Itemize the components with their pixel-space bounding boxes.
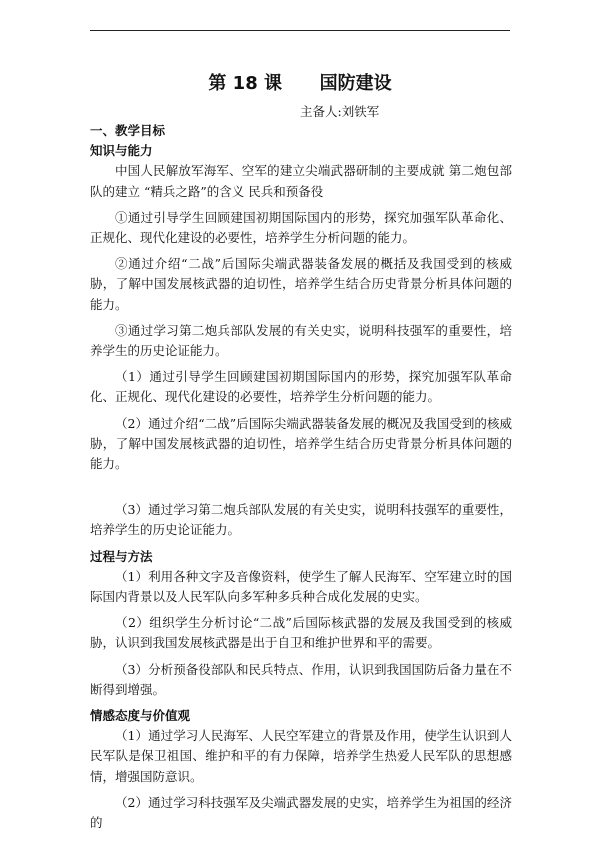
paragraph: （3）通过学习第二炮兵部队发展的有关史实，说明科技强军的重要性，培养学生的历史论证能力。 [90, 502, 512, 538]
paragraph: ②通过介绍“二战”后国际尖端武器装备发展的概括及我国受到的核威胁，了解中国发展核武器的迫切性，培养学生结合历史背景分析具体问题的能力。 [90, 256, 512, 312]
paragraph: ③通过学习第二炮兵部队发展的有关史实，说明科技强军的重要性，培养学生的历史论证能力。 [90, 322, 512, 359]
paragraph: （2）通过学习科技强军及尖端武器发展的史实，培养学生为祖国的经济的 [90, 794, 512, 831]
paragraph: 中国人民解放军海军、空军的建立尖端武器研制的主要成就 第二炮包部队的建立 “精兵之路”的含义 民兵和预备役 [90, 163, 512, 199]
subheading-emotion: 情感态度与价值观 [90, 708, 191, 724]
author-line: 主备人:刘铁军 [300, 104, 380, 119]
section-heading-objectives: 一、教学目标 [90, 123, 166, 138]
paragraph: （2）组织学生分析讨论“二战”后国际核武器的发展及我国受到的核威胁，认识到我国发展核武器是出于自卫和维护世界和平的需要。 [90, 615, 512, 651]
document-body [90, 121, 512, 839]
paragraph: （2）通过介绍“二战”后国际尖端武器装备发展的概况及我国受到的核威胁，了解中国发展核武器的迫切性，培养学生结合历史背景分析具体问题的能力。 [90, 415, 512, 472]
paragraph: （1）通过学习人民海军、人民空军建立的背景及作用，使学生认识到人民军队是保卫祖国、维护和平的有力保障，培养学生热爱人民军队的思想感情，增强国防意识。 [90, 728, 512, 784]
paragraph: ①通过引导学生回顾建国初期国际国内的形势，探究加强军队革命化、正规化、现代化建设的必要性，培养学生分析问题的能力。 [90, 209, 512, 246]
subheading-process: 过程与方法 [90, 548, 153, 564]
paragraph: （1）利用各种文字及音像资料，使学生了解人民海军、空军建立时的国际国内背景以及人民军队向多军种多兵种合成化发展的史实。 [90, 568, 512, 605]
header-rule [90, 30, 510, 31]
paragraph: （1）通过引导学生回顾建国初期国际国内的形势，探究加强军队革命化、正规化、现代化建设的必要性，培养学生分析问题的能力。 [90, 369, 512, 405]
blank-line [90, 480, 512, 500]
subheading-knowledge: 知识与能力 [90, 143, 153, 159]
paragraph: （3）分析预备役部队和民兵特点、作用，认识到我国国防后备力量在不断得到增强。 [90, 661, 512, 697]
lesson-title: 第 18 课 国防建设 [208, 73, 392, 94]
